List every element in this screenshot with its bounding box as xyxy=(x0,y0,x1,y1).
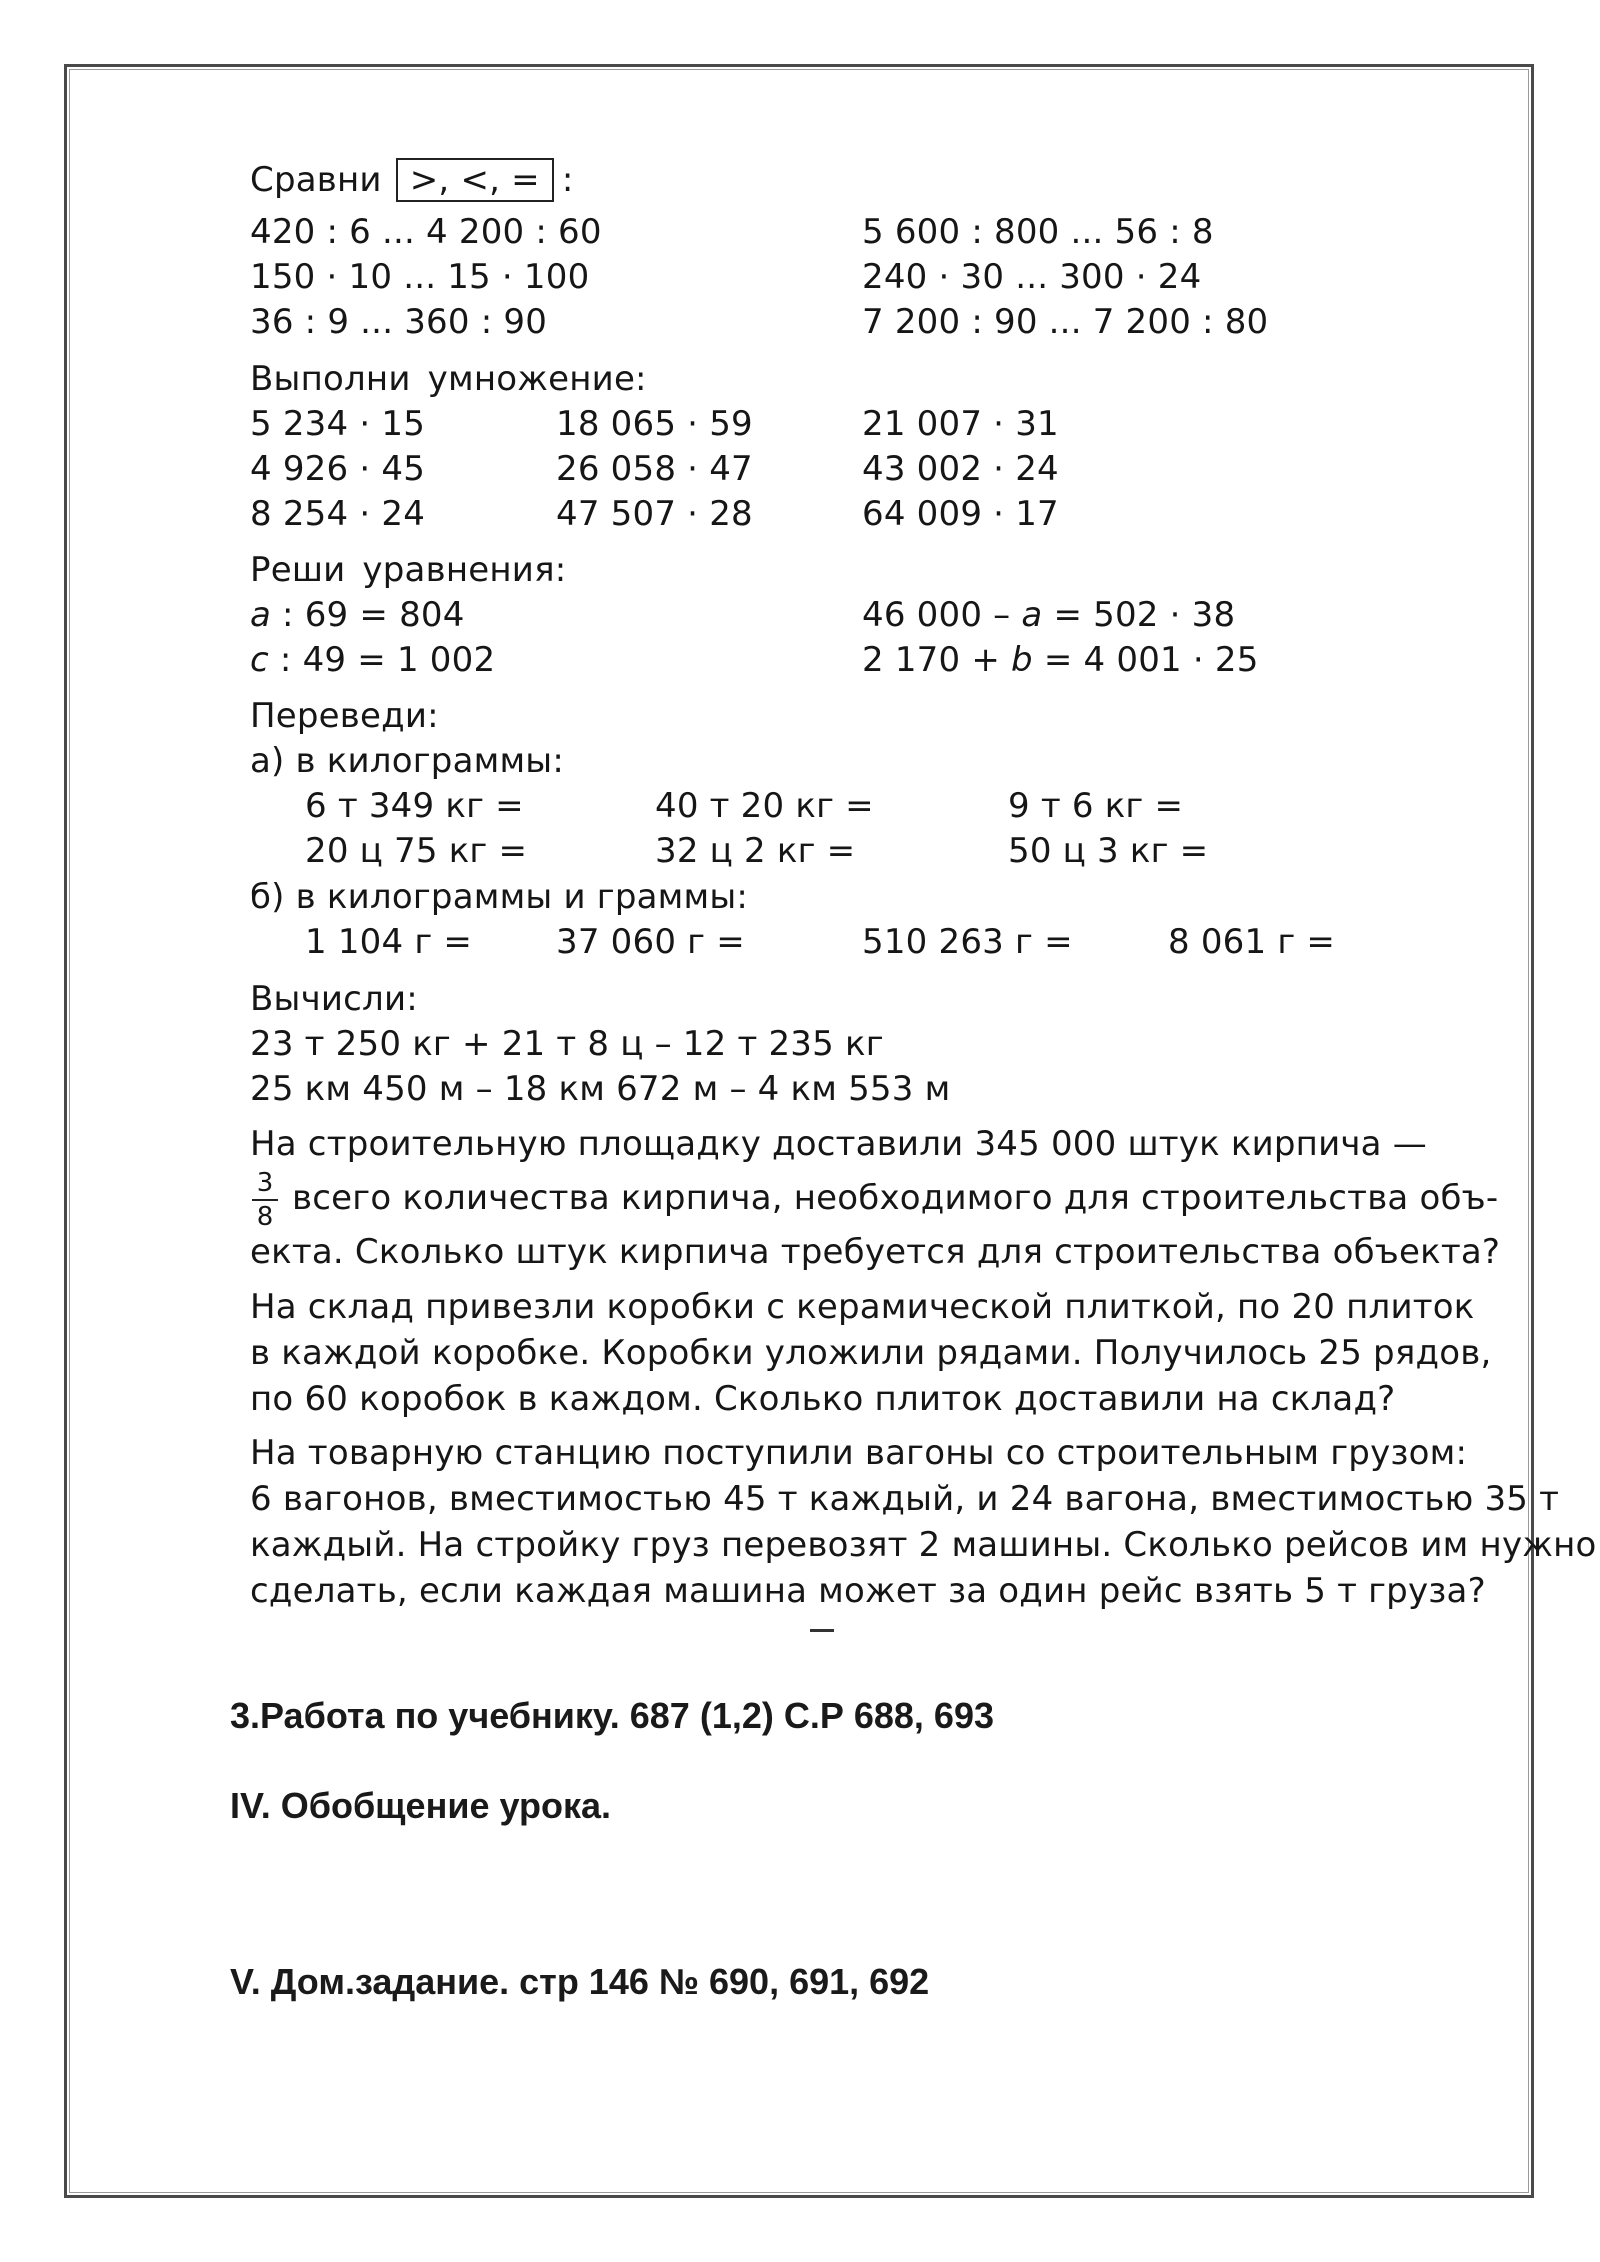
multiply-c1-2: 4 926 · 45 xyxy=(250,449,426,489)
convert-b-2: 37 060 г = xyxy=(556,922,745,962)
convert-b-3: 510 263 г = xyxy=(862,922,1073,962)
convert-b-label: б) в килограммы и граммы: xyxy=(250,877,749,917)
problem-1-line-2: всего количества кирпича, необходимого для строительства объ- xyxy=(292,1178,1499,1218)
scan-dash-mark xyxy=(810,1629,834,1632)
convert-a-2-2: 32 ц 2 кг = xyxy=(655,831,856,871)
equation-4-var: b xyxy=(1011,640,1033,680)
problem-2-line-1: На склад привезли коробки с керамической плиткой, по 20 плиток xyxy=(250,1287,1475,1327)
lesson-item-5: V. Дом.задание. стр 146 № 690, 691, 692 xyxy=(230,1961,930,2002)
fraction-numerator: 3 xyxy=(256,1168,274,1198)
convert-b-4: 8 061 г = xyxy=(1168,922,1336,962)
convert-a-1-2: 40 т 20 кг = xyxy=(655,786,874,826)
problem-3-line-2: 6 вагонов, вместимостью 45 т каждый, и 24 вагона, вместимостью 35 т xyxy=(250,1479,1560,1519)
equation-4-pre: 2 170 + xyxy=(862,640,1012,680)
equation-3-rest: = 502 · 38 xyxy=(1042,595,1236,635)
problem-3-line-1: На товарную станцию поступили вагоны со строительным грузом: xyxy=(250,1433,1468,1473)
equation-4 xyxy=(862,638,1259,682)
convert-a-2-1: 20 ц 75 кг = xyxy=(305,831,528,871)
compare-left-3: 36 : 9 ... 360 : 90 xyxy=(250,302,548,342)
calculate-heading: Вычисли: xyxy=(250,979,418,1019)
equation-2-rest: : 49 = 1 002 xyxy=(268,640,496,680)
lesson-item-4: IV. Обобщение урока. xyxy=(230,1785,612,1826)
multiply-heading: Выполни умножение: xyxy=(250,359,647,399)
problem-1-line-1: На строительную площадку доставили 345 000 штук кирпича — xyxy=(250,1124,1427,1164)
compare-signs-box: >, <, = xyxy=(396,158,554,202)
equation-1-rest: : 69 = 804 xyxy=(271,595,465,635)
convert-a-1-3: 9 т 6 кг = xyxy=(1008,786,1184,826)
multiply-c1-3: 8 254 · 24 xyxy=(250,494,426,534)
equation-1 xyxy=(250,593,465,637)
problem-3-line-3: каждый. На стройку груз перевозят 2 машины. Сколько рейсов им нужно xyxy=(250,1525,1597,1565)
compare-left-1: 420 : 6 ... 4 200 : 60 xyxy=(250,212,602,252)
compare-right-3: 7 200 : 90 ... 7 200 : 80 xyxy=(862,302,1269,342)
compare-heading-text: Сравни xyxy=(250,160,382,200)
lesson-item-3: 3.Работа по учебнику. 687 (1,2) С.Р 688, 693 xyxy=(230,1695,994,1736)
problem-2-line-3: по 60 коробок в каждом. Сколько плиток доставили на склад? xyxy=(250,1379,1396,1419)
equations-heading: Реши уравнения: xyxy=(250,550,567,590)
equation-2-var: c xyxy=(250,640,269,680)
fraction-three-eighths xyxy=(248,1168,282,1232)
problem-3-line-4: сделать, если каждая машина может за один рейс взять 5 т груза? xyxy=(250,1571,1486,1611)
multiply-c3-2: 43 002 · 24 xyxy=(862,449,1059,489)
fraction-denominator: 8 xyxy=(256,1202,274,1232)
equation-4-rest: = 4 001 · 25 xyxy=(1032,640,1259,680)
problem-1-line-3: екта. Сколько штук кирпича требуется для строительства объекта? xyxy=(250,1232,1501,1272)
calculate-line-1: 23 т 250 кг + 21 т 8 ц – 12 т 235 кг xyxy=(250,1024,884,1064)
multiply-c3-3: 64 009 · 17 xyxy=(862,494,1059,534)
equation-2 xyxy=(250,638,495,682)
multiply-c2-3: 47 507 · 28 xyxy=(556,494,753,534)
convert-a-1-1: 6 т 349 кг = xyxy=(305,786,524,826)
multiply-c2-2: 26 058 · 47 xyxy=(556,449,753,489)
equation-1-var: a xyxy=(250,595,272,635)
equation-3 xyxy=(862,593,1235,637)
equation-3-var: a xyxy=(1021,595,1043,635)
convert-heading: Переведи: xyxy=(250,696,439,736)
convert-a-2-3: 50 ц 3 кг = xyxy=(1008,831,1209,871)
compare-heading xyxy=(250,158,574,202)
compare-left-2: 150 · 10 ... 15 · 100 xyxy=(250,257,590,297)
multiply-c3-1: 21 007 · 31 xyxy=(862,404,1059,444)
compare-right-1: 5 600 : 800 ... 56 : 8 xyxy=(862,212,1214,252)
compare-right-2: 240 · 30 ... 300 · 24 xyxy=(862,257,1202,297)
problem-2-line-2: в каждой коробке. Коробки уложили рядами. Получилось 25 рядов, xyxy=(250,1333,1492,1373)
convert-b-1: 1 104 г = xyxy=(305,922,473,962)
equation-3-pre: 46 000 – xyxy=(862,595,1022,635)
convert-a-label: а) в килограммы: xyxy=(250,741,564,781)
compare-colon: : xyxy=(561,160,574,200)
calculate-line-2: 25 км 450 м – 18 км 672 м – 4 км 553 м xyxy=(250,1069,951,1109)
multiply-c2-1: 18 065 · 59 xyxy=(556,404,753,444)
multiply-c1-1: 5 234 · 15 xyxy=(250,404,426,444)
fraction-bar xyxy=(252,1199,278,1201)
